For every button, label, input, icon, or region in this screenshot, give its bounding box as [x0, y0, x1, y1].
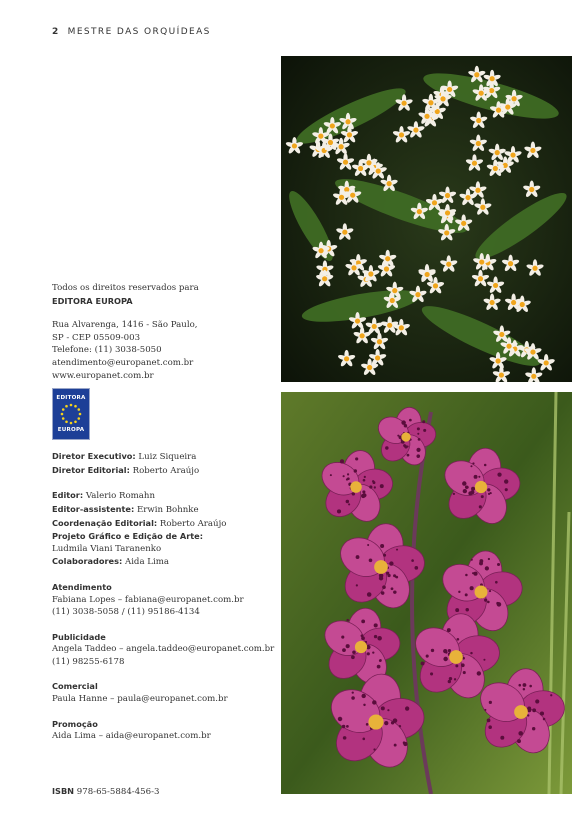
promocao-contact: Aida Lima – aida@europanet.com.br	[52, 731, 211, 742]
atendimento-phones: (11) 3038-5058 / (11) 95186-4134	[52, 607, 200, 618]
address-street: Rua Alvarenga, 1416 - São Paulo,	[52, 320, 198, 331]
assistant-editor-name: Erwin Bohnke	[134, 504, 199, 515]
coordination-label: Coordenação Editorial:	[52, 517, 158, 528]
colophon	[52, 282, 277, 798]
running-title: MESTRE DAS ORQUÍDEAS	[67, 27, 211, 37]
promocao-label: Promoção	[52, 718, 98, 729]
logo-top-text: EDITORA	[56, 395, 86, 402]
comercial-contact: Paula Hanne – paula@europanet.com.br	[52, 694, 228, 705]
isbn-value: 978-65-5884-456-3	[74, 786, 160, 797]
publisher-name: EDITORA EUROPA	[52, 295, 133, 306]
coordination-name: Roberto Araújo	[157, 518, 227, 529]
collaborators-name: Aida Lima	[122, 557, 170, 568]
rights-line: Todos os direitos reservados para	[52, 283, 199, 293]
atendimento-label: Atendimento	[52, 581, 112, 592]
exec-director-name: Luiz Siqueira	[135, 452, 197, 463]
edit-director-label: Diretor Editorial:	[52, 464, 130, 475]
design-name: Ludmila Viani Taranenko	[52, 543, 162, 554]
editor-name: Valerio Romahn	[83, 491, 155, 502]
editor-label: Editor:	[52, 490, 84, 501]
isbn-label: ISBN	[52, 785, 75, 796]
comercial-label: Comercial	[52, 681, 98, 692]
address-email[interactable]: atendimento@europanet.com.br	[52, 357, 194, 368]
publicidade-phone: (11) 98255-6178	[52, 656, 125, 667]
edit-director-name: Roberto Araújo	[129, 465, 200, 476]
exec-director-label: Diretor Executivo:	[52, 451, 136, 462]
publicidade-label: Publicidade	[52, 631, 106, 642]
purple-orchid-photo	[281, 392, 572, 794]
page-header	[52, 27, 211, 37]
white-orchid-photo	[281, 56, 572, 382]
address-cep: SP - CEP 05509-003	[52, 332, 141, 343]
atendimento-contact: Fabiana Lopes – fabiana@europanet.com.br	[52, 594, 244, 605]
address-phone: Telefone: (11) 3038-5050	[52, 345, 162, 356]
collaborators-label: Colaboradores:	[52, 556, 123, 567]
assistant-editor-label: Editor-assistente:	[52, 503, 135, 514]
address-website[interactable]: www.europanet.com.br	[52, 370, 154, 381]
design-label: Projeto Gráfico e Edição de Arte:	[52, 531, 203, 542]
publicidade-contact: Angela Taddeo – angela.taddeo@europanet.com.br	[52, 644, 275, 655]
page-number: 2	[52, 27, 60, 37]
editora-europa-logo	[52, 388, 90, 440]
logo-bottom-text: EUROPA	[57, 426, 85, 433]
